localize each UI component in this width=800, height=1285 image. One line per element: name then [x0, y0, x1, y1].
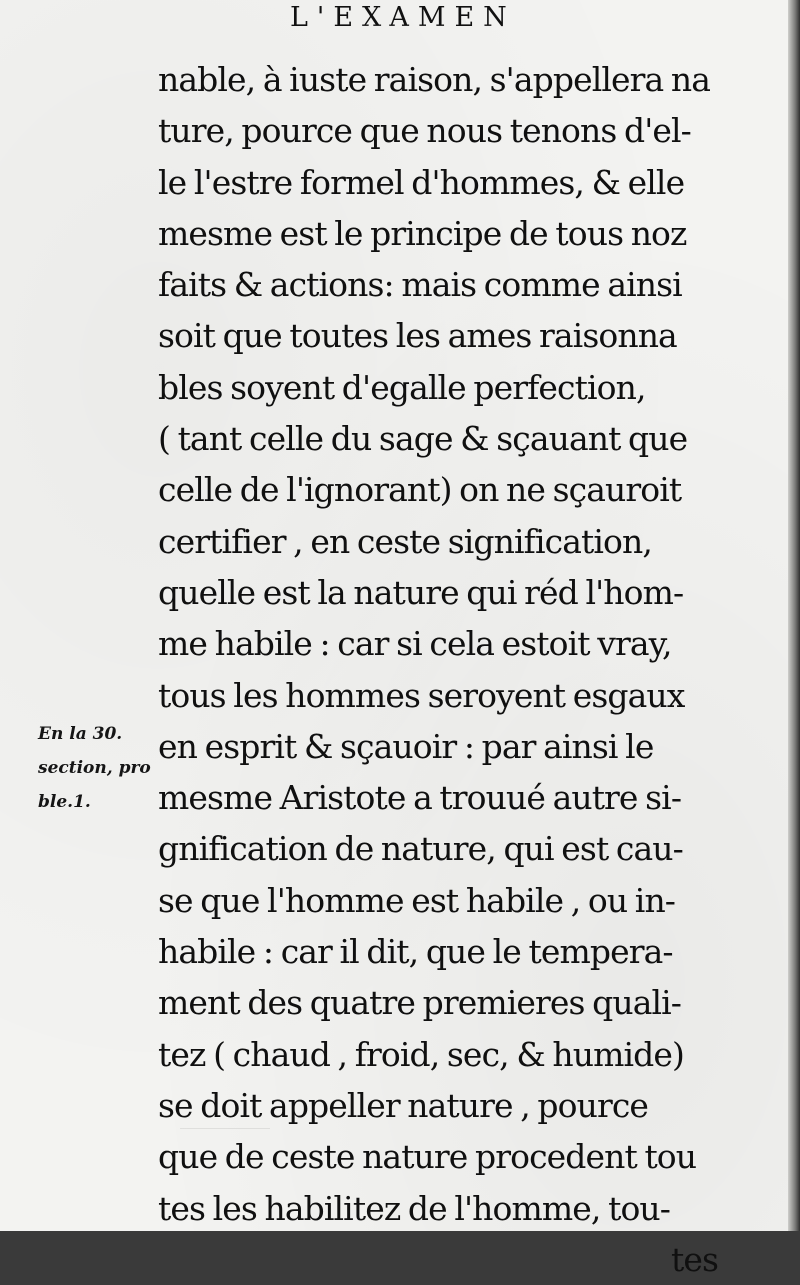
text-line: gnification de nature, qui est cau-: [158, 829, 683, 869]
margin-note-line: ble.1.: [38, 792, 91, 812]
page-edge-shadow: [788, 0, 800, 1231]
text-line: ture, pource que nous tenons d'el-: [158, 111, 691, 151]
text-line: soit que toutes les ames raisonna: [158, 316, 677, 356]
text-line: ( tant celle du sage & sçauant que: [158, 419, 688, 459]
text-line: quelle est la nature qui réd l'hom-: [158, 572, 684, 612]
text-line: tous les hommes seroyent esgaux: [158, 675, 685, 715]
text-line: certifier , en ceste signification,: [158, 521, 652, 561]
text-line: habile : car il dit, que le tempera-: [158, 932, 673, 972]
body-text: [158, 54, 718, 1285]
text-line: se que l'homme est habile , ou in-: [158, 880, 676, 920]
text-line: ment des quatre premieres quali-: [158, 983, 682, 1023]
text-line: que de ceste nature procedent tou: [158, 1137, 697, 1177]
text-line: mesme Aristote a trouué autre si-: [158, 778, 682, 818]
text-line: se doit appeller nature , pource: [158, 1085, 649, 1125]
margin-note-line: section, pro: [38, 758, 151, 778]
text-line: bles soyent d'egalle perfection,: [158, 367, 646, 407]
text-line: mesme est le principe de tous noz: [158, 213, 687, 253]
text-line: tes les habilitez de l'homme, tou-: [158, 1188, 671, 1228]
margin-note-line: En la 30.: [38, 724, 123, 744]
text-line: faits & actions: mais comme ainsi: [158, 265, 682, 305]
text-line: celle de l'ignorant) on ne sçauroit: [158, 470, 682, 510]
text-line: en esprit & sçauoir : par ainsi le: [158, 726, 654, 766]
text-line: tez ( chaud , froid, sec, & humide): [158, 1034, 684, 1074]
text-line: le l'estre formel d'hommes, & elle: [158, 162, 685, 202]
catchword: tes: [670, 1239, 718, 1279]
text-line: nable, à iuste raison, s'appellera na: [158, 60, 711, 99]
show-through-mark: [180, 1128, 270, 1151]
running-head: L'EXAMEN: [290, 2, 516, 33]
margin-note: [38, 717, 151, 819]
text-line: me habile : car si cela estoit vray,: [158, 624, 672, 664]
